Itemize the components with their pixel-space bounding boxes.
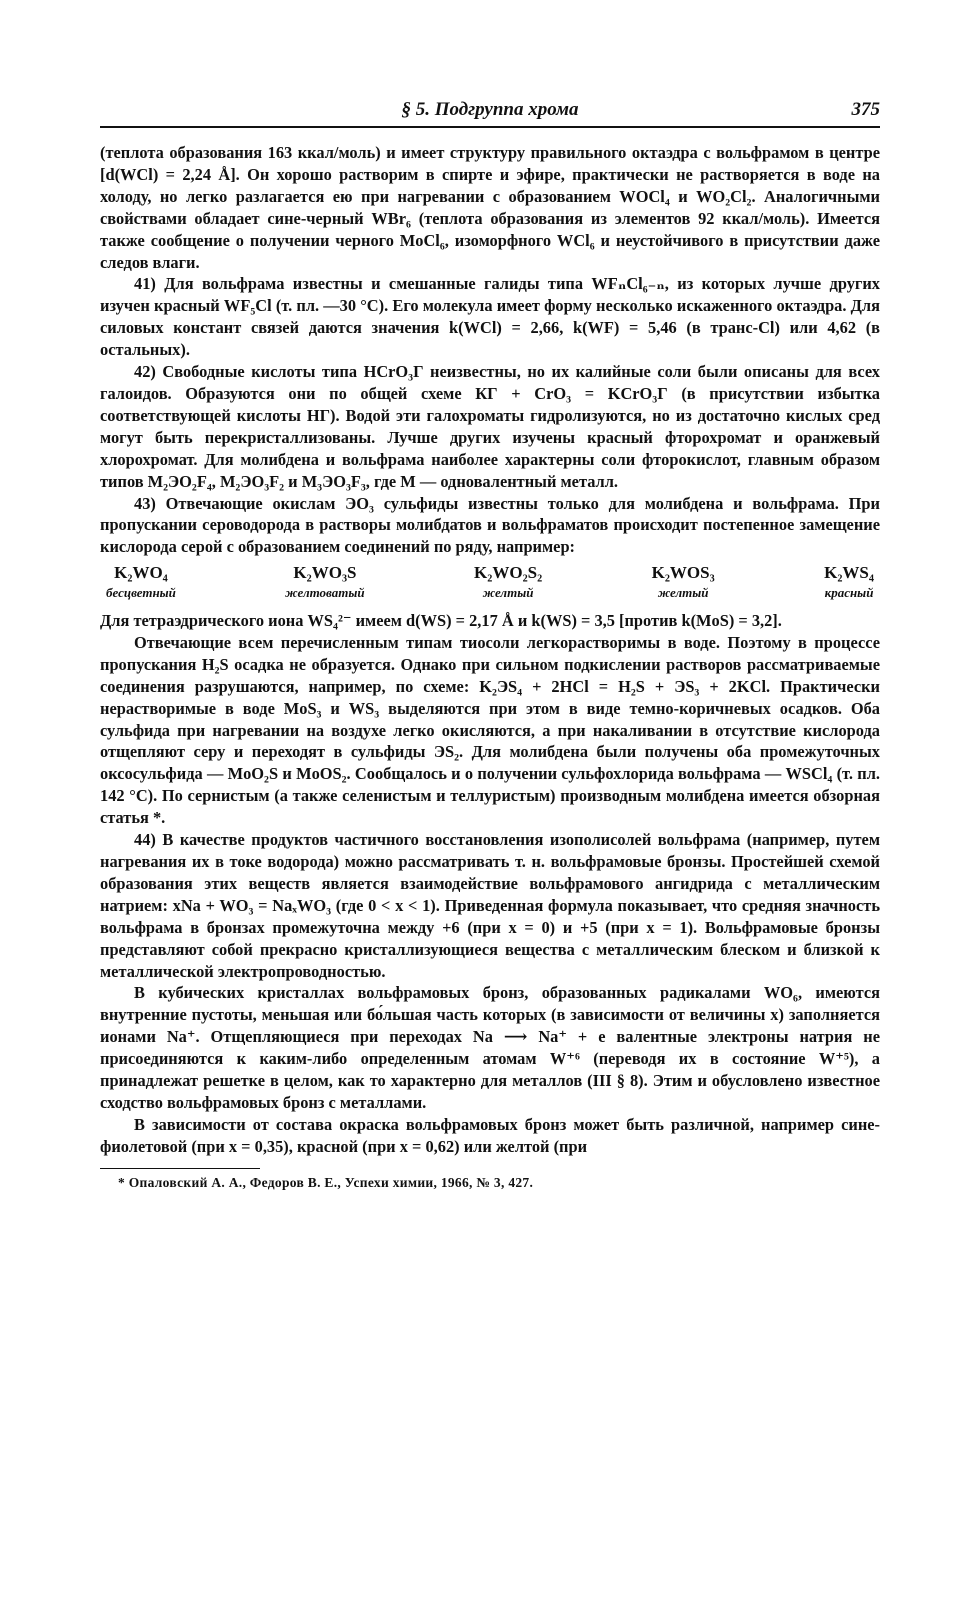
formula: K₂WO₂S₂ bbox=[474, 563, 543, 583]
formula-item bbox=[824, 562, 874, 604]
paragraph: 44) В качестве продуктов частичного восстановления изополисолей вольфрама (например, путем нагревания их в токе водорода) можно рассматривать т. н. вольфрамовые бронзы. Простейшей схемой образования этих веществ является взаимодействие вольфрамового ангидрида с металлическим натрием: xNa + WO₃ = NaₓWO₃ (где 0 < x < 1). Приведенная формула показывает, что средняя значность вольфрама в бронзах промежуточна между +6 (при x = 0) и +5 (при x = 1). Вольфрамовые бронзы представляют собой прекрасно кристаллизующиеся вещества с металлическим блеском и близкой к металлической электропроводностью. bbox=[100, 830, 880, 981]
running-header bbox=[100, 96, 880, 128]
paragraph: 43) Отвечающие окислам ЭO₃ сульфиды известны только для молибдена и вольфрама. При пропускании сероводорода в растворы молибдатов и вольфраматов происходит постепенное замещение кислорода серой с образованием соединений по ряду, например: bbox=[100, 493, 880, 557]
paragraph: Для тетраэдрического иона WS₄²⁻ имеем d(WS) = 2,17 Å и k(WS) = 3,5 [против k(MoS) = 3,2]. bbox=[100, 611, 782, 631]
formula-color: желтый bbox=[657, 585, 709, 601]
page bbox=[100, 96, 880, 1191]
formula: K₂WO₃S bbox=[293, 563, 357, 583]
header-title: § 5. Подгруппа хрома bbox=[401, 99, 579, 120]
paragraph: (теплота образования 163 ккал/моль) и имеет структуру правильного октаэдра с вольфрамом в центре [d(WCl) = 2,24 Å]. Он хорошо растворим в спирте и эфире, практически не растворяется в воде на холоду, но легко разлагается ею при нагревании с образованием WOCl₄ и WO₂Cl₂. Аналогичными свойствами обладает сине-черный WBr₆ (теплота образования из элементов 92 ккал/моль). Имеется также сообщение о получении черного MoCl₆, изоморфного WCl₆ и неустойчивого в присутствии даже следов влаги. bbox=[100, 143, 880, 272]
formula: K₂WOS₃ bbox=[651, 563, 715, 583]
paragraph: Отвечающие всем перечисленным типам тиосоли легкорастворимы в воде. Поэтому в процессе пропускания H₂S осадка не образуется. Однако при сильном подкислении растворов рассматриваемые соединения разрушаются, например, по схеме: K₂ЭS₄ + 2HCl = H₂S + ЭS₃ + 2KCl. Практически нерастворимые в воде MoS₃ и WS₃ выделяются при этом в виде темно-коричневых осадков. Оба сульфида при нагревании на воздухе легко окисляются, а при накаливании в отсутствие кислорода отщепляют серу и переходят в сульфиды ЭS₂. Для молибдена были получены оба промежуточных оксосульфида — MoO₂S и MoOS₂. Сообщалось и о получении сульфохлорида вольфрама — WSCl₄ (т. пл. 142 °C). По сернистым (а также селенистым и теллуристым) производным молибдена имеется обзорная статья *. bbox=[100, 632, 880, 828]
formula-item bbox=[652, 562, 715, 604]
formula: K₂WS₄ bbox=[824, 563, 874, 583]
formula-item bbox=[285, 562, 364, 604]
body-text bbox=[100, 142, 880, 1158]
formula-color: желтоватый bbox=[285, 585, 365, 601]
formula-item bbox=[106, 562, 176, 604]
formula-item bbox=[474, 562, 542, 604]
formula-color: желтый bbox=[482, 585, 534, 601]
formula-color: бесцветный bbox=[106, 585, 176, 601]
footnote: * Опаловский А. А., Федоров В. Е., Успехи химии, 1966, № 3, 427. bbox=[118, 1174, 534, 1190]
formula: K₂WO₄ bbox=[114, 563, 168, 583]
formula-color: красный bbox=[824, 585, 874, 601]
paragraph: 41) Для вольфрама известны и смешанные галиды типа WFₙCl₆₋ₙ, из которых лучше других изучен красный WF₅Cl (т. пл. —30 °C). Его молекула имеет форму несколько искаженного октаэдра. Для силовых констант связей даются значения k(WCl) = 2,66, k(WF) = 5,46 (в транс-Cl) или 4,62 (в остальных). bbox=[100, 274, 880, 360]
footnote-divider bbox=[100, 1168, 260, 1169]
thiosalt-series bbox=[100, 562, 880, 604]
paragraph: В зависимости от состава окраска вольфрамовых бронз может быть различной, например сине-фиолетовой (при x = 0,35), красной (при x = 0,62) или желтой (при bbox=[100, 1114, 880, 1156]
paragraph: В кубических кристаллах вольфрамовых бронз, образованных радикалами WO₆, имеются внутренние пустоты, меньшая или бо́льшая часть которых (в зависимости от величины x) заполняется ионами Na⁺. Отщепляющиеся при переходах Na ⟶ Na⁺ + e валентные электроны натрия не присоединяются к каким-либо определенным атомам W⁺⁶ (переводя их в состояние W⁺⁵), а принадлежат решетке в целом, как то характерно для металлов (III § 8). Этим и обусловлено известное сходство вольфрамовых бронз с металлами. bbox=[100, 983, 880, 1112]
paragraph: 42) Свободные кислоты типа HCrO₃Г неизвестны, но их калийные соли были описаны для всех галоидов. Образуются они по общей схеме КГ + CrO₃ = KCrO₃Г (в присутствии избытка соответствующей кислоты НГ). Водой эти галохроматы гидролизуются, но из достаточно кислых сред могут быть перекристаллизованы. Лучше других изучены красный фторохромат и оранжевый хлорохромат. Для молибдена и вольфрама наиболее характерны соли фторокислот, главным образом типов M₂ЭO₂F₄, M₂ЭO₃F₂ и M₃ЭO₃F₃, где M — одновалентный металл. bbox=[100, 362, 880, 491]
page-number: 375 bbox=[851, 99, 880, 120]
